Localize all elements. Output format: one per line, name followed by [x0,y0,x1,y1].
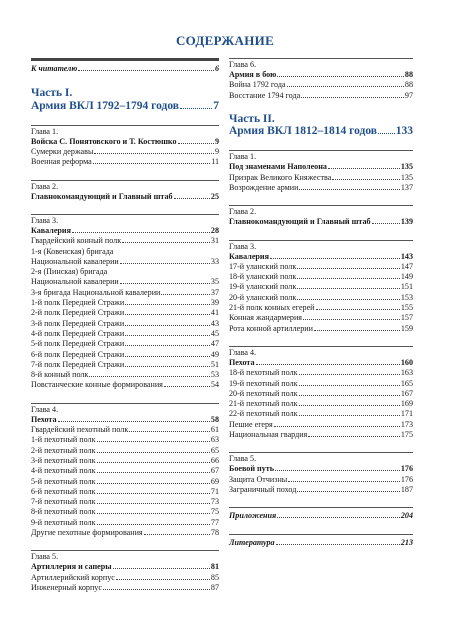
toc-entry-label: 6-й полк Передней Стражи [31,349,125,359]
toc-entry[interactable] [229,293,413,303]
toc-entry-page: 163 [400,368,413,378]
toc-entry-label: Гвардейский конный полк [31,236,122,246]
toc-entry-page: 67 [210,466,219,476]
toc-entry-page: 33 [210,256,219,266]
toc-entry[interactable] [229,399,413,409]
part-page: 7 [213,99,219,112]
leader-dots [125,366,210,367]
leader-dots [299,189,399,190]
leader-dots [120,283,210,284]
toc-entry-label: 6-й пехотный полк [31,486,96,496]
leader-dots [314,330,400,331]
leader-dots [125,325,210,326]
toc-entry[interactable] [31,329,219,339]
toc-entry[interactable] [229,262,413,272]
toc-entry-page: 88 [404,70,413,79]
toc-entry-page: 213 [400,537,413,547]
toc-entry[interactable] [31,226,219,236]
toc-entry[interactable] [229,91,413,101]
leader-dots [97,483,210,484]
chapter-heading: Глава 6. [229,60,257,69]
toc-entry-page: 58 [210,414,219,424]
toc-entry-label: 8-й конный полк [31,370,89,380]
leader-dots [274,426,400,427]
toc-entry-label: 22-й пехотный полк [229,409,298,419]
leader-dots [299,385,400,386]
toc-entry[interactable] [229,272,413,282]
leader-dots [299,395,400,396]
leader-dots [288,481,400,482]
toc-entry-page: 77 [210,517,219,527]
toc-entry-page: 137 [400,182,413,192]
toc-entry-label: Национальной кавалерии [31,277,119,287]
chapter-block [229,346,413,440]
toc-entry-page: 49 [210,349,219,359]
toc-entry-literature[interactable] [229,538,413,548]
toc-entry-label: Другие пехотные формирования [31,528,143,537]
toc-entry-page: 53 [210,370,219,380]
toc-entry-page: 75 [210,507,219,517]
chapter-entries [31,137,219,168]
toc-entry-label: Возрождение армии [229,182,299,192]
chapter-block [31,214,219,391]
toc-entry-label: Рота конной артиллерии [229,323,313,333]
toc-entry-label: 3-й пехотный полк [31,455,96,465]
leader-dots [97,452,210,453]
toc-entry-page: 135 [400,172,413,182]
toc-entry-page: 28 [210,225,219,235]
toc-section-literature [229,534,413,548]
toc-entry[interactable] [31,236,219,246]
toc-entry-page: 135 [400,162,413,172]
part-title-row [31,100,219,113]
leader-dots [97,524,210,525]
toc-entry-page: 147 [400,261,413,271]
chapter-heading: Глава 5. [229,454,257,464]
chapter-heading: Глава 5. [31,552,59,562]
toc-entry-label: 1-й пехотный полк [31,435,96,445]
leader-dots [277,76,404,77]
toc-entry-page: 43 [210,318,219,328]
leader-dots [125,304,210,305]
toc-entry-page: 39 [210,298,219,308]
toc-entry[interactable] [31,456,219,466]
toc-entry-page: 9 [214,147,219,157]
chapter-entries [229,464,413,495]
leader-dots [125,356,210,357]
toc-entry[interactable] [229,303,413,313]
toc-entry[interactable] [229,217,413,227]
toc-entry-page: 187 [400,484,413,494]
toc-entry[interactable] [31,339,219,349]
toc-entry-page: 204 [400,511,413,521]
part-title: Армия ВКЛ 1812–1814 годов [229,125,378,138]
leader-dots [97,513,210,514]
toc-entry-page: 173 [400,419,413,429]
toc-entry-label: 18-й уланский полк [229,272,297,282]
leader-dots [178,143,214,144]
chapter-block [229,150,413,193]
leader-dots [332,179,400,180]
leader-dots [125,314,210,315]
chapter-block [229,205,413,227]
leader-dots [122,242,210,243]
toc-entry[interactable] [229,430,413,440]
leader-dots [303,319,400,320]
toc-entry-label: 19-й уланский полк [229,282,297,292]
leader-dots [297,278,400,279]
toc-entry[interactable] [229,70,413,80]
leader-dots [328,168,400,169]
toc-entry[interactable] [31,497,219,507]
chapter-heading: Глава 4. [31,404,59,414]
chapter-block [31,125,219,168]
chapter-heading: Глава 1. [31,126,59,136]
toc-entry[interactable] [229,183,413,193]
part-number: Часть I. [31,87,73,100]
page-title: СОДЕРЖАНИЕ [175,33,275,48]
toc-entry-label: 2-й полк Передней Стражи [31,308,125,318]
chapter-entries [229,162,413,193]
toc-entry-label: Главнокомандующий и Главный штаб [229,217,371,227]
chapter-entries [229,358,413,440]
toc-entry-label: 9-й пехотный полк [31,517,96,527]
toc-entry[interactable] [31,583,219,593]
part-page: 133 [395,125,413,138]
toc-entry-page: 73 [210,497,219,507]
toc-entry-page: 87 [210,582,219,592]
part-number: Часть II. [229,112,275,125]
toc-part-1[interactable] [31,87,219,113]
leader-dots [299,415,400,416]
toc-entry-page: 25 [210,191,219,201]
toc-entry-label: 4-й пехотный полк [31,466,96,476]
toc-entry-label: 1-я (Ковенская) бригада [31,246,114,256]
toc-entry-page: 9 [214,136,219,146]
chapter-entries [229,252,413,334]
toc-entry[interactable] [31,415,219,425]
leader-dots [97,472,210,473]
toc-entry-label: Военная реформа [31,157,92,167]
toc-entry-page: 160 [400,357,413,367]
toc-entry[interactable] [31,528,219,538]
leader-dots [125,335,210,336]
leader-dots [287,86,404,87]
toc-entry[interactable] [229,368,413,378]
toc-entry-page: 153 [400,292,413,302]
leader-dots [97,493,210,494]
toc-entry-page: 71 [210,486,219,496]
toc-entry[interactable] [31,147,219,157]
toc-entry-label: 7-й пехотный полк [31,497,96,507]
leader-dots [299,405,400,406]
toc-section-reader [31,58,219,74]
chapter-entries [31,226,219,391]
leader-dots [97,503,210,504]
toc-entry[interactable] [31,319,219,329]
toc-entry[interactable] [31,380,219,390]
toc-entry-appendix[interactable] [229,511,413,521]
leader-dots [275,470,400,471]
toc-entry[interactable] [31,466,219,476]
chapter-heading: Глава 3. [31,215,59,225]
toc-entry-page: 169 [400,399,413,409]
toc-entry-label: Восстание 1794 года [229,90,301,100]
toc-entry[interactable] [229,358,413,368]
toc-entry[interactable] [229,409,413,419]
toc-entry-page: 47 [210,339,219,349]
toc-entry-label: 3-й полк Передней Стражи [31,318,125,328]
toc-entry-page: 157 [400,313,413,323]
toc-entry[interactable] [31,425,219,435]
toc-entry-page: 97 [404,90,413,100]
leader-dots [89,376,210,377]
part-title-row [229,125,413,138]
toc-entry[interactable] [31,518,219,528]
toc-entry[interactable] [31,507,219,517]
toc-entry-label: Артиллерия и саперы [31,562,112,572]
chapter-heading: Глава 2. [229,207,257,217]
toc-entry[interactable] [229,80,413,90]
toc-entry[interactable] [31,157,219,167]
chapter-block [31,180,219,202]
leader-dots [97,441,210,442]
toc-entry-page: 139 [400,217,413,227]
toc-entry-label: Национальная гвардия [229,430,308,440]
toc-entry[interactable] [31,370,219,380]
toc-entry-label: 3-я бригада Национальной кавалерии [31,287,161,297]
toc-entry-page: 6 [214,64,219,73]
toc-entry[interactable] [31,192,219,202]
leader-dots [301,97,404,98]
toc-entry-label: 2-й пехотный полк [31,445,96,455]
toc-entry[interactable] [31,562,219,572]
toc-entry-page: 61 [210,425,219,435]
toc-entry-label: Кавалерия [31,225,71,235]
toc-section-appendix [229,507,413,521]
toc-entry-label: Пехота [229,357,255,367]
toc-entry-label: 4-й полк Передней Стражи [31,328,125,338]
toc-entry-page: 151 [400,282,413,292]
leader-dots [297,299,400,300]
toc-entry[interactable] [31,267,219,277]
toc-entry-label: 5-й пехотный полк [31,476,96,486]
toc-entry-label: Сумерки державы [31,147,94,157]
toc-entry-page: 176 [400,464,413,474]
toc-entry-page: 63 [210,435,219,445]
toc-entry-page: 45 [210,328,219,338]
toc-entry-page: 37 [210,287,219,297]
chapter-entries [31,415,219,539]
leader-dots [297,288,400,289]
leader-dots [308,436,400,437]
toc-entry-label: Конная жандармерия [229,313,303,323]
toc-entry[interactable] [31,477,219,487]
toc-entry-label: 17-й уланский полк [229,261,297,271]
toc-entry[interactable] [229,252,413,262]
leader-dots [125,345,210,346]
chapter-heading: Глава 4. [229,347,257,357]
toc-entry-page: 31 [210,236,219,246]
toc-entry-label: Пешие егеря [229,419,273,429]
toc-entry-label: Защита Отчизны [229,474,288,484]
toc-entry-page: 66 [210,455,219,465]
toc-entry-label: Заграничный поход [229,484,297,494]
leader-dots [113,568,210,569]
leader-dots [93,163,210,164]
toc-entry[interactable] [31,277,219,287]
leader-dots [297,268,400,269]
chapter-heading: Глава 1. [229,152,257,162]
chapter-block [31,403,219,539]
toc-entry-label: Армия в бою [229,70,277,79]
toc-entry-label: Кавалерия [229,251,269,261]
toc-entry-page: 88 [404,80,413,90]
toc-entry[interactable] [229,389,413,399]
toc-entry[interactable] [31,573,219,583]
part-title: Армия ВКЛ 1792–1794 годов [31,99,180,112]
toc-entry[interactable] [229,313,413,323]
leader-dots [164,386,210,387]
toc-left-column [31,58,219,593]
chapter-block [229,240,413,334]
chapter-entries [31,562,219,593]
chapter-heading: Глава 3. [229,241,257,251]
toc-entry-page: 69 [210,476,219,486]
leader-dots [161,294,210,295]
chapter-entries [229,70,413,101]
toc-entry-label: 5-й полк Передней Стражи [31,339,125,349]
toc-entry-page: 41 [210,308,219,318]
toc-entry-page: 11 [211,157,219,167]
chapter-block [229,452,413,495]
toc-entry-label: Инженерный корпус [31,582,102,592]
toc-entry-page: 149 [400,272,413,282]
toc-entry[interactable] [31,308,219,318]
toc-entry-label: Приложения [229,511,277,521]
toc-entry[interactable] [31,487,219,497]
toc-entry-page: 35 [210,277,219,287]
toc-part-2[interactable] [229,113,413,139]
toc-entry-label: Гвардейский пехотный полк [31,425,129,435]
leader-dots [256,364,400,365]
toc-entry[interactable] [229,420,413,430]
toc-entry-page: 165 [400,378,413,388]
chapter-block [31,550,219,593]
toc-entry-label: 18-й пехотный полк [229,368,298,378]
leader-dots [72,232,210,233]
toc-entry[interactable] [31,247,219,257]
leader-dots [94,153,214,154]
toc-entry-page: 85 [210,572,219,582]
toc-entry-reader[interactable] [31,64,219,74]
toc-entry-label: Литература [229,537,275,547]
toc-entry-label: 20-й пехотный полк [229,388,298,398]
leader-dots [58,421,210,422]
leader-dots [174,198,210,199]
leader-dots [120,263,210,264]
toc-entry-page: 143 [400,251,413,261]
toc-entry[interactable] [229,162,413,172]
toc-entry-page: 159 [400,323,413,333]
toc-entry-page: 78 [210,528,219,537]
leader-dots [103,589,210,590]
toc-entry[interactable] [229,324,413,334]
toc-entry[interactable] [31,446,219,456]
chapter-heading: Глава 2. [31,181,59,191]
toc-entry-label: 20-й уланский полк [229,292,297,302]
toc-entry-page: 51 [210,359,219,369]
leader-dots [129,431,210,432]
toc-entry-label: 21-й полк конных егерей [229,303,315,313]
leader-dots [299,374,400,375]
chapter-block [229,58,413,101]
leader-dots [372,223,400,224]
toc-entry[interactable] [229,282,413,292]
toc-entry-page: 155 [400,303,413,313]
toc-entry[interactable] [31,288,219,298]
toc-entry-label: Война 1792 года [229,80,286,90]
toc-entry[interactable] [31,435,219,445]
toc-entry-label: Призрак Великого Княжества [229,172,332,182]
toc-entry-label: К читателю [31,64,78,73]
toc-entry-label: 1-й полк Передней Стражи [31,298,125,308]
toc-entry-page: 81 [210,562,219,572]
toc-entry[interactable] [31,360,219,370]
toc-entry-page: 167 [400,388,413,398]
toc-entry-label: 21-й пехотный полк [229,399,298,409]
toc-entry-label: Повстанческие конные формирования [31,380,163,390]
toc-entry[interactable] [31,137,219,147]
toc-entry-label: 8-й пехотный полк [31,507,96,517]
toc-entry-label: 19-й пехотный полк [229,378,298,388]
leader-dots [297,491,400,492]
toc-entry[interactable] [229,475,413,485]
toc-entry-label: 7-й полк Передней Стражи [31,359,125,369]
toc-entry-label: Главнокомандующий и Главный штаб [31,191,173,201]
toc-entry[interactable] [31,257,219,267]
leader-dots [116,579,210,580]
toc-entry-page: 171 [400,409,413,419]
toc-entry[interactable] [229,485,413,495]
toc-entry-label: 2-я (Пинская) бригада [31,267,108,277]
chapter-entries [31,192,219,202]
toc-entry-label: Артиллерийский корпус [31,572,115,582]
leader-dots [270,258,400,259]
toc-entry-label: Войска С. Понятовского и Т. Костюшко [31,136,177,146]
toc-entry-label: Боевой путь [229,464,275,474]
leader-dots [316,309,400,310]
toc-entry-label: Пехота [31,414,57,424]
toc-right-column [229,58,413,548]
toc-entry[interactable] [229,173,413,183]
toc-entry[interactable] [31,350,219,360]
toc-entry[interactable] [229,464,413,474]
toc-entry-label: Национальной кавалерии [31,256,119,266]
toc-entry-page: 176 [400,474,413,484]
toc-entry[interactable] [31,298,219,308]
leader-dots [144,534,210,535]
toc-entry-page: 54 [210,380,219,390]
toc-entry-label: Под знаменами Наполеона [229,162,327,172]
chapter-entries [229,217,413,227]
toc-entry-page: 65 [210,445,219,455]
toc-entry-page: 175 [400,430,413,440]
leader-dots [97,462,210,463]
toc-entry[interactable] [229,379,413,389]
